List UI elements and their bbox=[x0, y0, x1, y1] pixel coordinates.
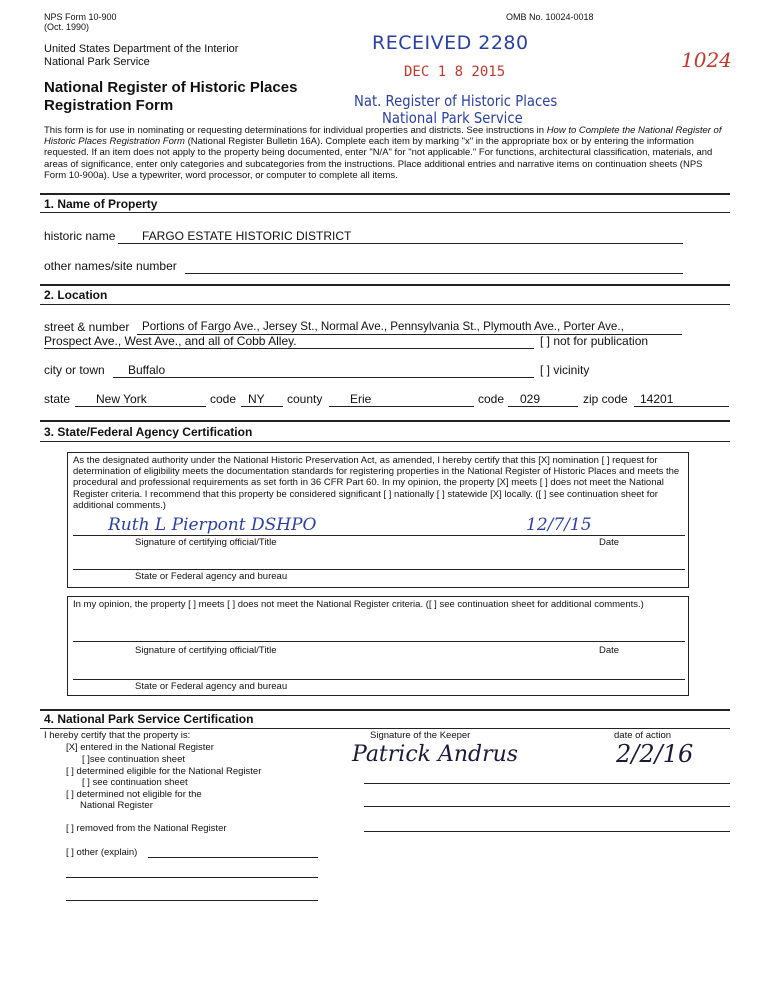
other-names-label: other names/site number bbox=[44, 259, 177, 273]
divider bbox=[40, 441, 730, 442]
section-2-title: 2. Location bbox=[44, 288, 108, 302]
certify-statement: I hereby certify that the property is: bbox=[44, 730, 191, 741]
other-line-2 bbox=[66, 877, 318, 878]
zip-label: zip code bbox=[583, 392, 628, 406]
divider bbox=[40, 193, 730, 195]
option-not-eligible-2: National Register bbox=[80, 800, 153, 811]
vicinity: [ ] vicinity bbox=[540, 363, 590, 377]
agency-label: State or Federal agency and bureau bbox=[135, 681, 288, 692]
state-line bbox=[75, 406, 206, 407]
signature-label: Signature of certifying official/Title bbox=[135, 645, 277, 656]
handwritten-number: 1024 bbox=[681, 48, 732, 72]
agency-label: State or Federal agency and bureau bbox=[135, 571, 288, 582]
certification-text: As the designated authority under the National Historic Preservation Act, as amended, I hereby certify that this [X] nomination [ ] request for determination of eligibility meets the documentation standards for registering properties in the National Register of Historic Places and meets the procedural and professional requirements as set forth in 36 CFR Part 60. In my opinion, the property [X] meets [ ] does not meet the National Register criteria. I recommend that this property be considered significant [ ] nationally [ ] statewide [X] locally. ([ ] see continuation sheet for additional comments.) bbox=[73, 455, 680, 511]
omb-number: OMB No. 10024-0018 bbox=[506, 12, 594, 22]
opinion-box bbox=[67, 596, 689, 696]
department-line: United States Department of the Interior bbox=[44, 43, 239, 55]
stamp-line-1: Nat. Register of Historic Places bbox=[354, 92, 558, 110]
form-subtitle: Registration Form bbox=[44, 97, 174, 114]
certifying-date: 12/7/15 bbox=[526, 515, 592, 535]
certification-box bbox=[67, 452, 689, 588]
not-for-publication: [ ] not for publication bbox=[540, 334, 649, 348]
city-value: Buffalo bbox=[128, 363, 166, 377]
signature-line bbox=[73, 535, 685, 536]
divider bbox=[40, 304, 730, 305]
certifying-signature: Ruth L Pierpont DSHPO bbox=[108, 515, 317, 535]
date-label: Date bbox=[599, 645, 620, 656]
state-label: state bbox=[44, 392, 71, 406]
option-entered: [X] entered in the National Register bbox=[66, 742, 214, 753]
keeper-line-3 bbox=[364, 831, 730, 832]
divider bbox=[40, 709, 730, 711]
keeper-signature-label: Signature of the Keeper bbox=[370, 730, 471, 741]
form-number: NPS Form 10-900 bbox=[44, 12, 117, 22]
keeper-line-1 bbox=[364, 783, 730, 784]
keeper-signature: Patrick Andrus bbox=[352, 742, 519, 767]
state-value: New York bbox=[96, 392, 147, 406]
historic-name-label: historic name bbox=[44, 229, 116, 243]
agency-line bbox=[73, 569, 685, 570]
form-date: (Oct. 1990) bbox=[44, 22, 90, 32]
stamp-line-2: National Park Service bbox=[382, 109, 523, 127]
other-line-3 bbox=[66, 900, 318, 901]
divider bbox=[40, 728, 730, 729]
section-1-title: 1. Name of Property bbox=[44, 197, 158, 211]
divider bbox=[40, 284, 730, 286]
city-label: city or town bbox=[44, 363, 105, 377]
option-continuation-1: [ ]see continuation sheet bbox=[82, 754, 185, 765]
option-eligible: [ ] determined eligible for the National Register bbox=[66, 766, 262, 777]
form-title: National Register of Historic Places bbox=[44, 79, 298, 96]
signature-label: Signature of certifying official/Title bbox=[135, 537, 277, 548]
county-line bbox=[329, 406, 474, 407]
received-stamp: RECEIVED 2280 bbox=[372, 32, 529, 54]
street-value-1: Portions of Fargo Ave., Jersey St., Normal Ave., Pennsylvania St., Plymouth Ave., Porter Ave., bbox=[142, 320, 624, 333]
agency-line bbox=[73, 679, 685, 680]
historic-name-line bbox=[118, 243, 683, 244]
signature-line bbox=[73, 641, 685, 642]
other-line-1 bbox=[148, 857, 318, 858]
option-continuation-2: [ ] see continuation sheet bbox=[82, 777, 188, 788]
option-removed: [ ] removed from the National Register bbox=[66, 823, 227, 834]
section-3-title: 3. State/Federal Agency Certification bbox=[44, 425, 253, 439]
historic-name-value: FARGO ESTATE HISTORIC DISTRICT bbox=[142, 229, 352, 243]
county-code-label: code bbox=[478, 392, 505, 406]
divider bbox=[40, 420, 730, 422]
county-code-value: 029 bbox=[520, 392, 541, 406]
zip-value: 14201 bbox=[640, 392, 674, 406]
date-of-action-label: date of action bbox=[614, 730, 672, 741]
instructions-paragraph: This form is for use in nominating or requesting determinations for individual properties and districts. See instructions in How to Complete the National Register of Historic Places Registration Form (National Register Bulletin 16A). Complete each item by marking "x" in the appropriate box or by entering the information requested. If an item does not apply to the property being documented, enter "N/A" for "not applicable." For functions, architectural classification, materials, and areas of significance, enter only categories and subcategories from the instructions. Place additional entries and narrative items on continuation sheets (NPS Form 10-900a). Use a typewriter, word processor, or computer to complete all items. bbox=[44, 125, 722, 181]
agency-line: National Park Service bbox=[44, 56, 150, 68]
code-value: NY bbox=[248, 392, 265, 406]
action-date: 2/2/16 bbox=[616, 740, 694, 768]
street-value-2: Prospect Ave., West Ave., and all of Cobb Alley. bbox=[44, 334, 297, 348]
code-line bbox=[241, 406, 283, 407]
opinion-text: In my opinion, the property [ ] meets [ ] does not meet the National Register criteria. ([ ] see continuation sheet for additional comments.) bbox=[73, 599, 644, 610]
keeper-line-2 bbox=[364, 806, 730, 807]
divider bbox=[40, 212, 730, 213]
date-label: Date bbox=[599, 537, 620, 548]
county-code-line bbox=[508, 406, 578, 407]
option-not-eligible: [ ] determined not eligible for the bbox=[66, 789, 202, 800]
county-value: Erie bbox=[350, 392, 372, 406]
other-names-line bbox=[185, 273, 683, 274]
street-label: street & number bbox=[44, 320, 130, 334]
county-label: county bbox=[287, 392, 323, 406]
section-4-title: 4. National Park Service Certification bbox=[44, 712, 254, 726]
zip-line bbox=[634, 406, 729, 407]
stamp-date: DEC 1 8 2015 bbox=[404, 64, 506, 80]
city-line bbox=[113, 377, 534, 378]
code-label: code bbox=[210, 392, 237, 406]
option-other: [ ] other (explain) bbox=[66, 847, 138, 858]
street-line-2 bbox=[44, 348, 534, 349]
